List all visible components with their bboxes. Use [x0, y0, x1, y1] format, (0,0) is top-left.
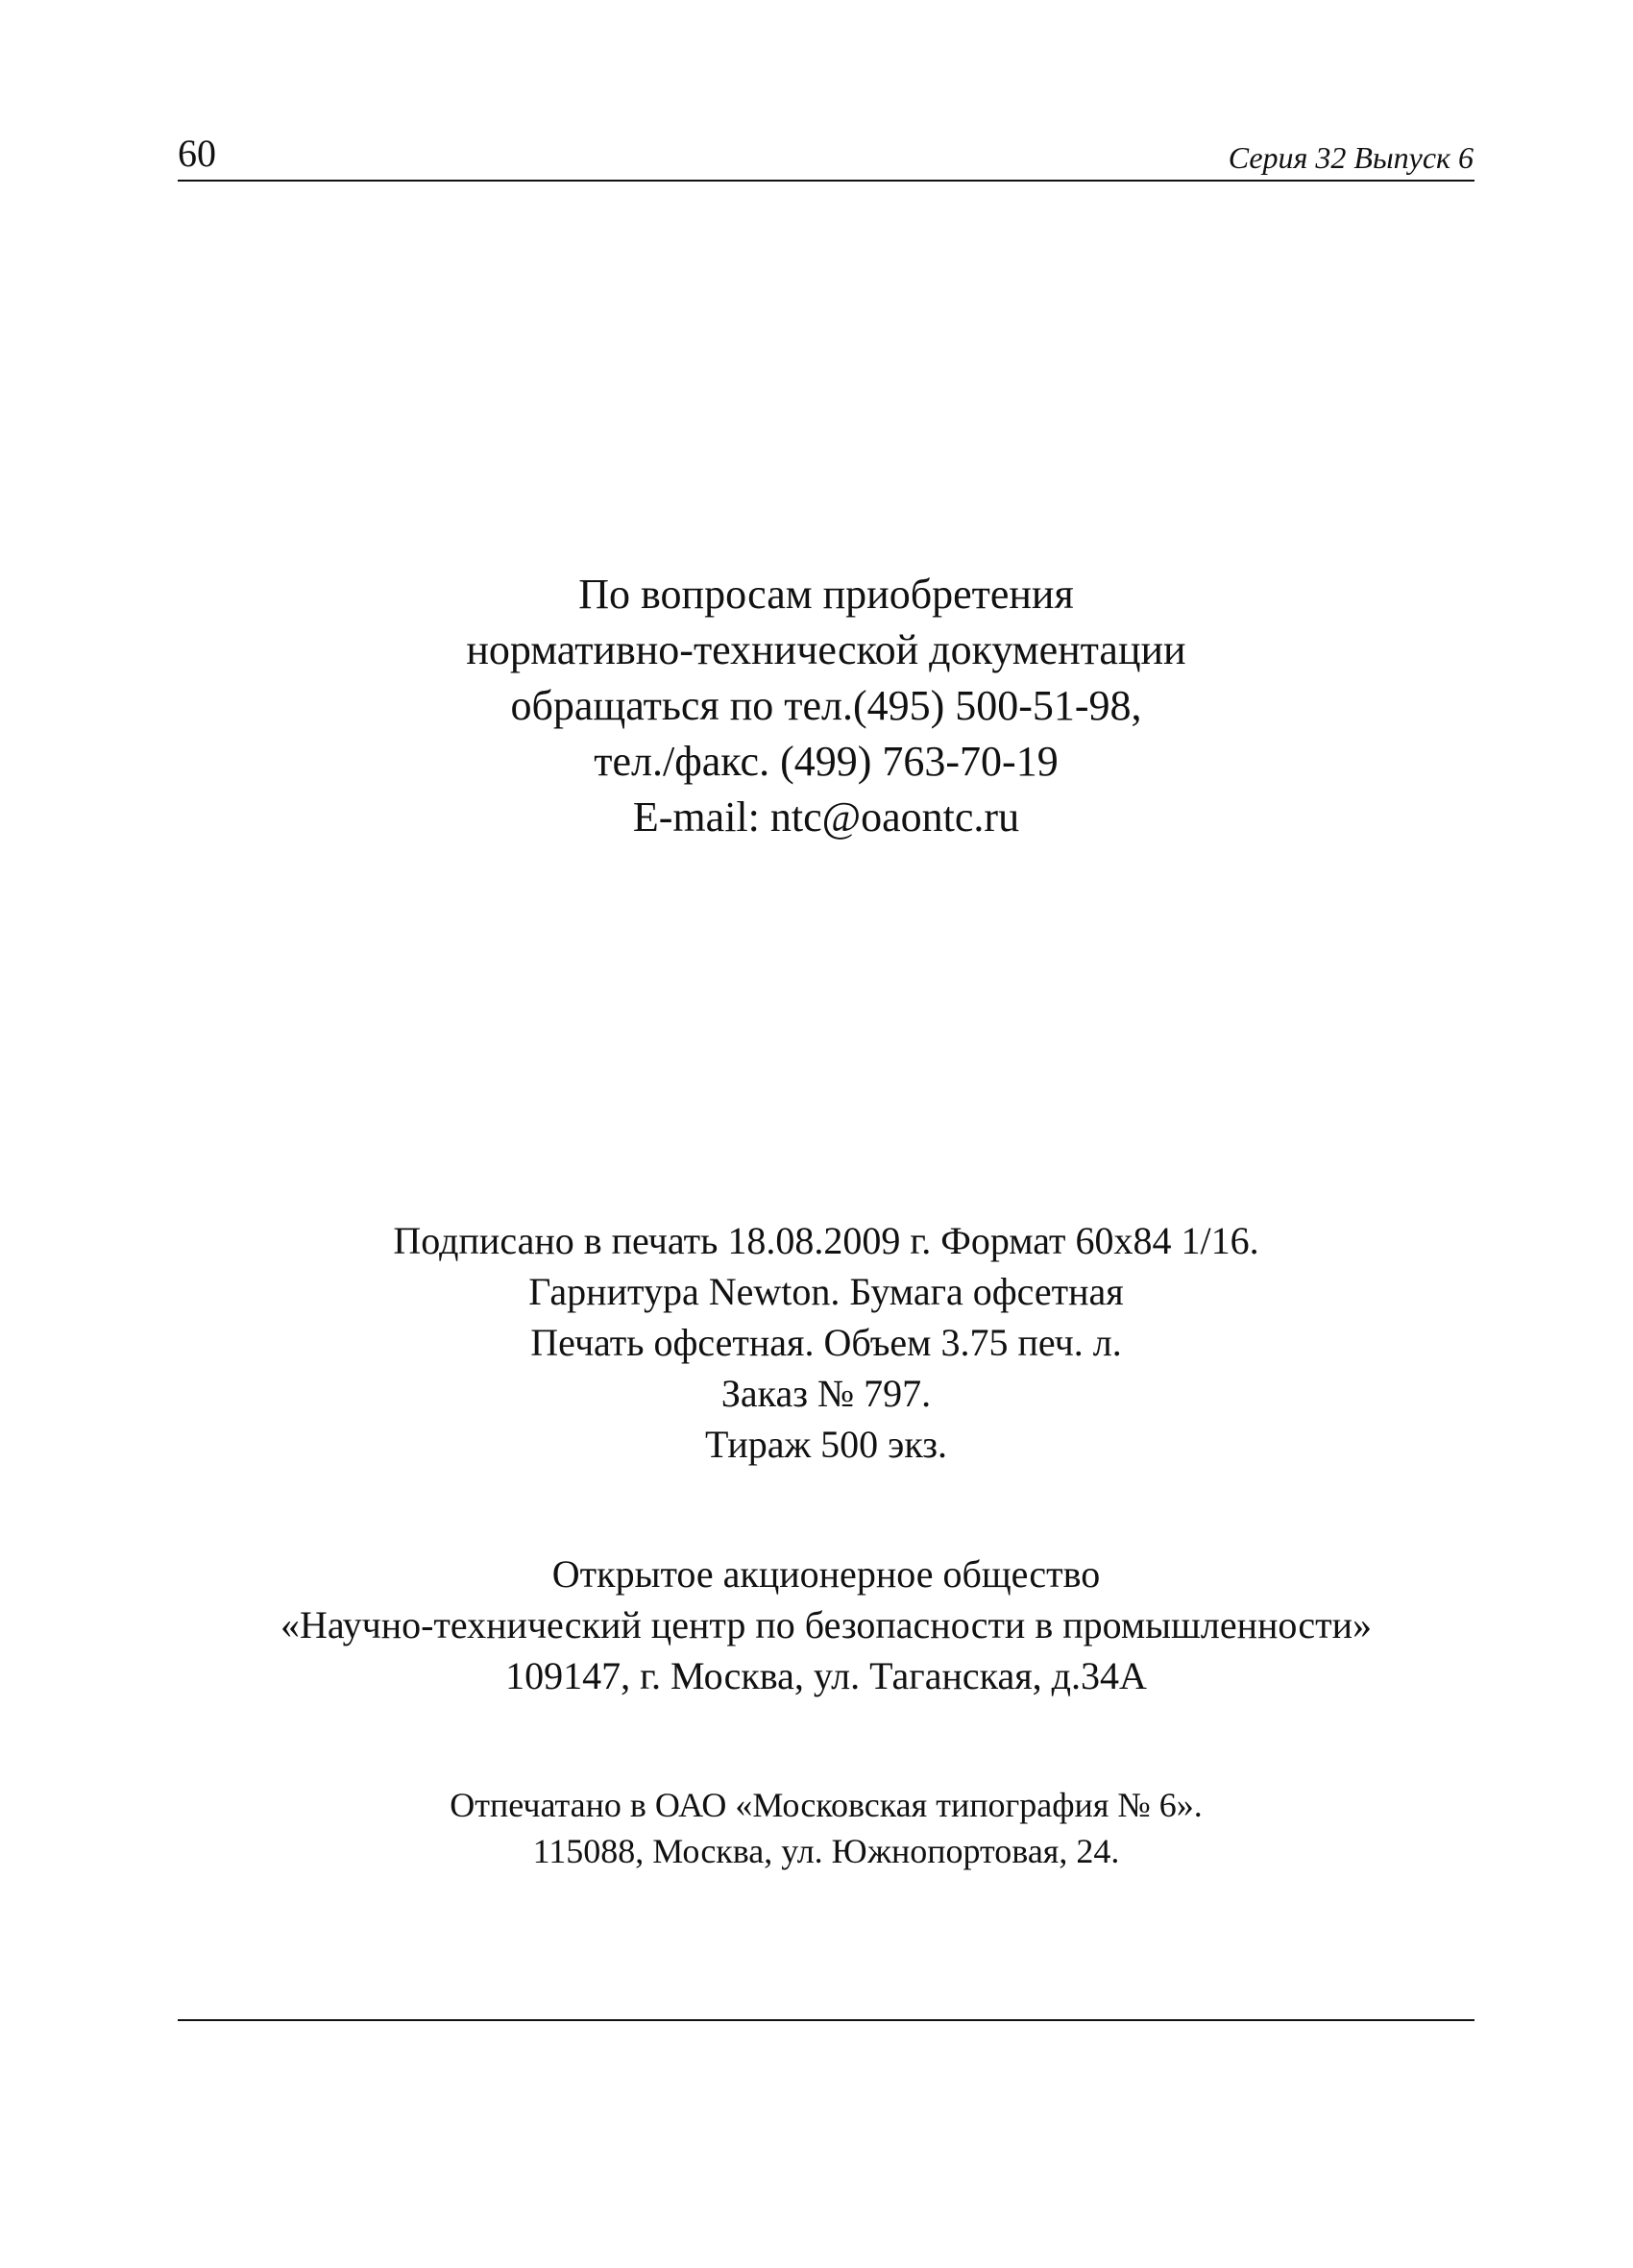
imprint-line: Гарнитура Newton. Бумага офсетная [528, 1270, 1124, 1313]
publisher-line: Открытое акционерное общество [551, 1552, 1101, 1596]
imprint-line: Подписано в печать 18.08.2009 г. Формат 60x84 1/16. [393, 1219, 1259, 1262]
publisher-address-line: 109147, г. Москва, ул. Таганская, д.34А [505, 1654, 1147, 1697]
contacts-phone-line: обращаться по тел.(495) 500-51-98, [510, 682, 1142, 729]
printer-line: Отпечатано в ОАО «Московская типография № 6». [450, 1786, 1203, 1824]
imprint-order-line: Заказ № 797. [720, 1372, 932, 1415]
printer-address-line: 115088, Москва, ул. Южнопортовая, 24. [532, 1832, 1120, 1870]
header-rule [178, 180, 1475, 182]
publisher-block [178, 1549, 1475, 1701]
publisher-name-line: «Научно-технический центр по безопасности в промышленности» [280, 1603, 1373, 1646]
contacts-line: нормативно-технической документации [466, 626, 1186, 673]
series-label: Серия 32 Выпуск 6 [1228, 140, 1474, 175]
contacts-block [178, 567, 1475, 845]
imprint-circulation-line: Тираж 500 экз. [704, 1423, 948, 1466]
page-number: 60 [178, 132, 216, 175]
contacts-fax-line: тел./факс. (499) 763-70-19 [594, 738, 1059, 785]
footer-rule [178, 2019, 1475, 2021]
contacts-email-line: E-mail: ntc@oaontc.ru [632, 793, 1020, 841]
imprint-block [178, 1215, 1475, 1470]
printer-block [178, 1782, 1475, 1874]
imprint-line: Печать офсетная. Объем 3.75 печ. л. [530, 1321, 1122, 1364]
contacts-line: По вопросам приобретения [578, 571, 1074, 618]
